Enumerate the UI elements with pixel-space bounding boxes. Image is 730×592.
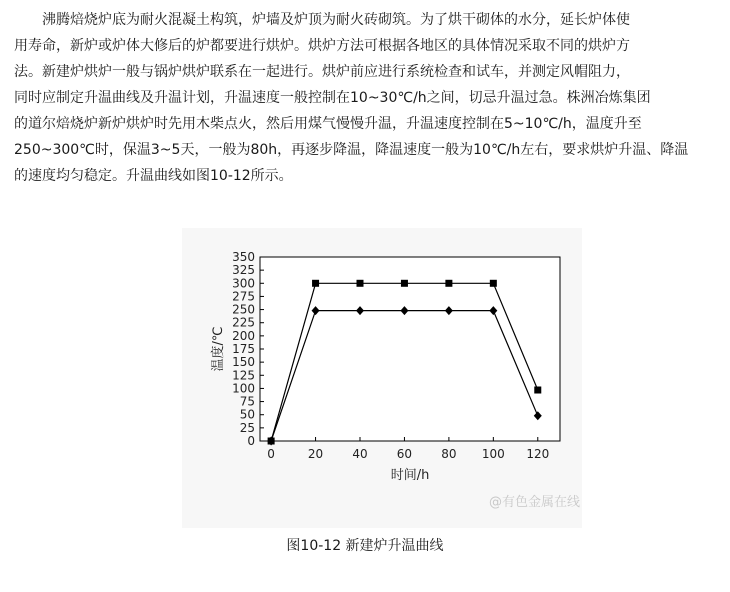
y-tick-label: 300 (232, 276, 255, 291)
data-point-square (401, 280, 408, 287)
paragraph-line: 法。新建炉烘炉一般与锅炉烘炉联系在一起进行。烘炉前应进行系统检查和试车，并测定风帽阻力， (14, 64, 630, 80)
chart-svg (182, 228, 582, 528)
data-point-square (312, 280, 319, 287)
figure-caption: 图10-12 新建炉升温曲线 (286, 538, 444, 554)
y-tick-label: 150 (232, 355, 255, 370)
x-tick-label: 120 (526, 447, 550, 461)
y-tick-label: 275 (232, 289, 255, 304)
y-tick-label: 200 (232, 328, 255, 343)
data-point-square (445, 280, 452, 287)
x-tick-label: 100 (481, 447, 505, 461)
paragraph-line: 用寿命，新炉或炉体大修后的炉都要进行烘炉。烘炉方法可根据各地区的具体情况采取不同的烘炉方 (14, 38, 630, 54)
paragraph-line: 250~300℃时，保温3~5天，一般为80h，再逐步降温，降温速度一般为10℃/h左右，要求烘炉升温、降温 (14, 142, 689, 158)
y-tick-label: 250 (232, 302, 255, 317)
y-tick-label: 175 (232, 342, 255, 356)
paragraph-line: 的道尔焙烧炉新炉烘炉时先用木柴点火，然后用煤气慢慢升温，升温速度控制在5~10℃/h，温度升至 (14, 116, 642, 132)
y-tick-label: 225 (232, 315, 255, 330)
watermark-text: @有色金属在线 (488, 495, 580, 510)
x-tick-label: 0 (267, 447, 275, 461)
plot-frame (260, 257, 560, 441)
y-axis-label: 温度/℃ (211, 326, 226, 372)
y-tick-label: 325 (232, 263, 255, 278)
x-axis-label: 时间/h (390, 468, 430, 483)
data-point-square (357, 280, 364, 287)
y-tick-label: 75 (239, 394, 255, 409)
x-tick-label: 60 (396, 447, 413, 461)
data-point-square (490, 280, 497, 287)
paragraph-line: 同时应制定升温曲线及升温计划，升温速度一般控制在10~30℃/h之间，切忌升温过急。株洲冶炼集团 (14, 90, 651, 106)
x-tick-label: 80 (441, 447, 457, 461)
y-tick-label: 25 (239, 420, 255, 435)
y-tick-label: 0 (247, 434, 255, 448)
paragraph-line: 沸腾焙烧炉底为耐火混凝土构筑，炉墙及炉顶为耐火砖砌筑。为了烘干砌体的水分，延长炉体使 (42, 12, 630, 28)
x-tick-label: 40 (352, 447, 368, 461)
body-paragraph (14, 0, 718, 189)
paragraph-line: 的速度均匀稳定。升温曲线如图10-12所示。 (14, 168, 293, 184)
x-tick-label: 20 (307, 447, 324, 461)
temperature-chart (182, 228, 582, 528)
y-tick-label: 100 (232, 381, 255, 396)
y-tick-label: 50 (239, 407, 255, 422)
y-tick-label: 350 (232, 250, 255, 264)
y-tick-label: 125 (232, 368, 255, 383)
data-point-square (534, 387, 541, 394)
